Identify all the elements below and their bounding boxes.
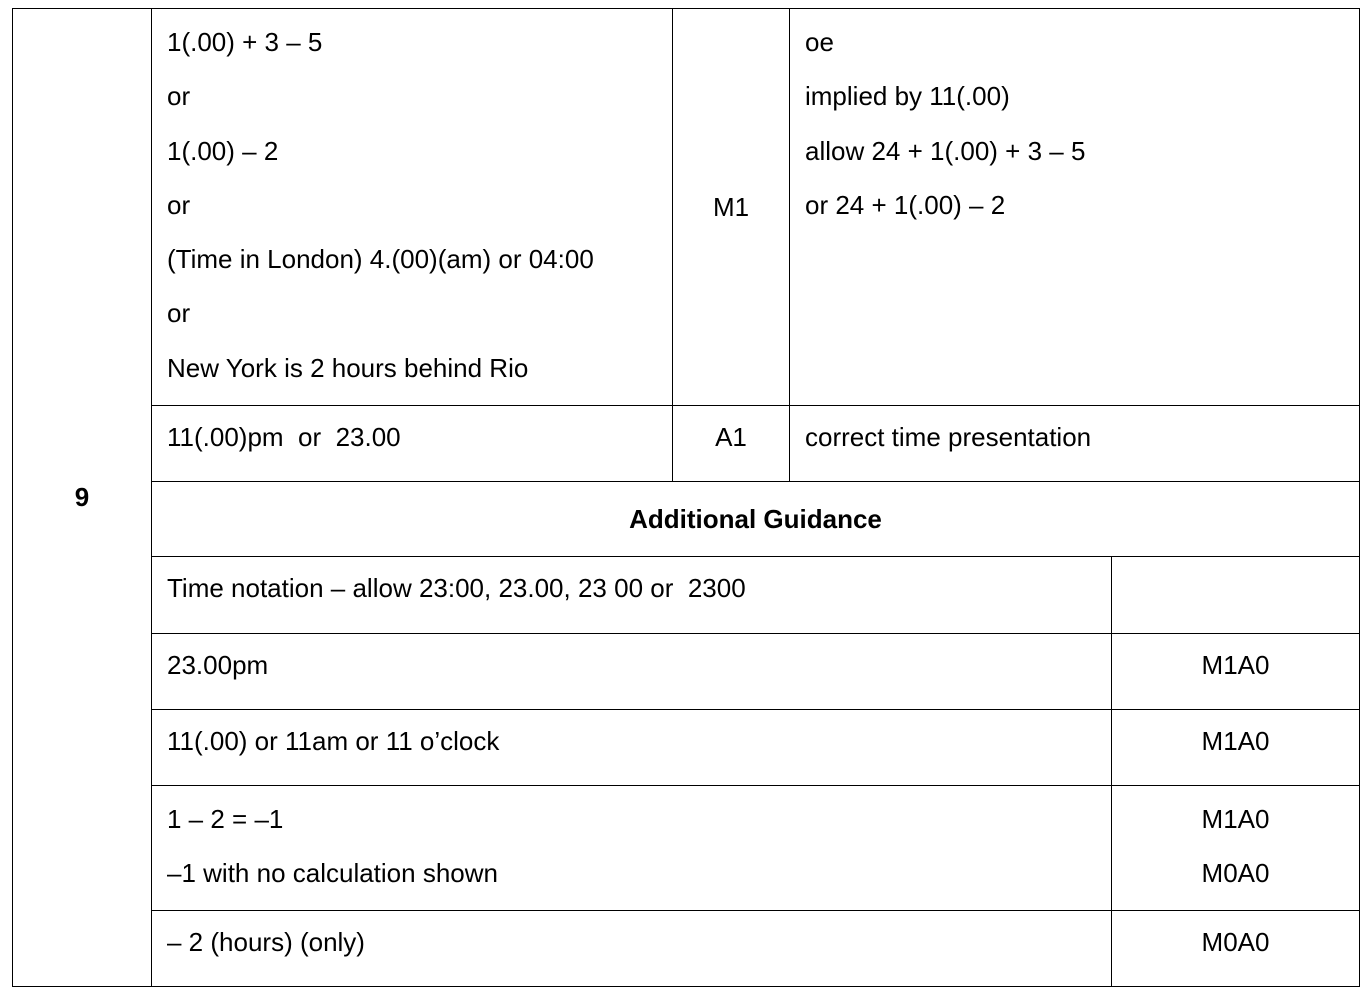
guidance-title: Additional Guidance [152,482,1360,557]
method-line: 1(.00) + 3 – 5 [167,27,323,57]
guidance-text-cell [152,557,1112,634]
comment-line: oe [805,27,834,57]
method-row [13,9,1360,406]
guidance-text-cell [152,710,1112,786]
guidance-row [13,911,1360,987]
method-line: 1(.00) – 2 [167,135,279,166]
guidance-mark: M1A0 [1201,726,1270,756]
guidance-text: 11(.00) or 11am or 11 o’clock [167,726,500,756]
guidance-mark: M1A0 [1201,650,1270,680]
answer-cell [152,406,673,482]
guidance-text-cell [152,786,1112,911]
guidance-mark: M0A0 [1201,858,1270,888]
answer-text: 11(.00)pm or 23.00 [167,422,401,452]
method-comment-cell [790,9,1360,406]
guidance-text: 23.00pm [167,650,269,680]
answer-mark-cell [673,406,790,482]
method-line: or [167,81,191,112]
answer-mark: A1 [715,422,747,452]
guidance-mark-cell [1112,786,1360,911]
answer-comment: correct time presentation [805,422,1092,452]
guidance-header-row [13,482,1360,557]
comment-line: or 24 + 1(.00) – 2 [805,189,1006,220]
guidance-text: 1 – 2 = –1 [167,804,284,834]
answer-row [13,406,1360,482]
guidance-row [13,557,1360,634]
question-number: 9 [74,482,90,512]
question-number-cell [13,9,152,987]
guidance-text: – 2 (hours) (only) [167,927,365,957]
guidance-mark-cell [1112,710,1360,786]
method-cell [152,9,673,406]
guidance-row [13,634,1360,710]
guidance-text: –1 with no calculation shown [167,858,498,888]
guidance-row [13,710,1360,786]
comment-line: allow 24 + 1(.00) + 3 – 5 [805,135,1086,166]
guidance-mark-cell [1112,634,1360,710]
mark-scheme-table [12,8,1360,987]
guidance-mark: M1A0 [1201,804,1270,834]
guidance-text: Time notation – allow 23:00, 23.00, 23 00 or 2300 [167,573,746,603]
guidance-mark-cell [1112,911,1360,987]
guidance-row [13,786,1360,911]
method-mark-cell [673,9,790,406]
method-line: (Time in London) 4.(00)(am) or 04:00 [167,244,594,275]
guidance-mark [1112,557,1359,570]
method-mark: M1 [712,191,750,222]
guidance-mark-cell [1112,557,1360,634]
method-line: New York is 2 hours behind Rio [167,352,529,383]
method-line: or [167,298,191,329]
answer-comment-cell [790,406,1360,482]
guidance-text-cell [152,634,1112,710]
guidance-text-cell [152,911,1112,987]
guidance-mark: M0A0 [1201,927,1270,957]
method-line: or [167,189,191,220]
comment-line: implied by 11(.00) [805,81,1010,112]
